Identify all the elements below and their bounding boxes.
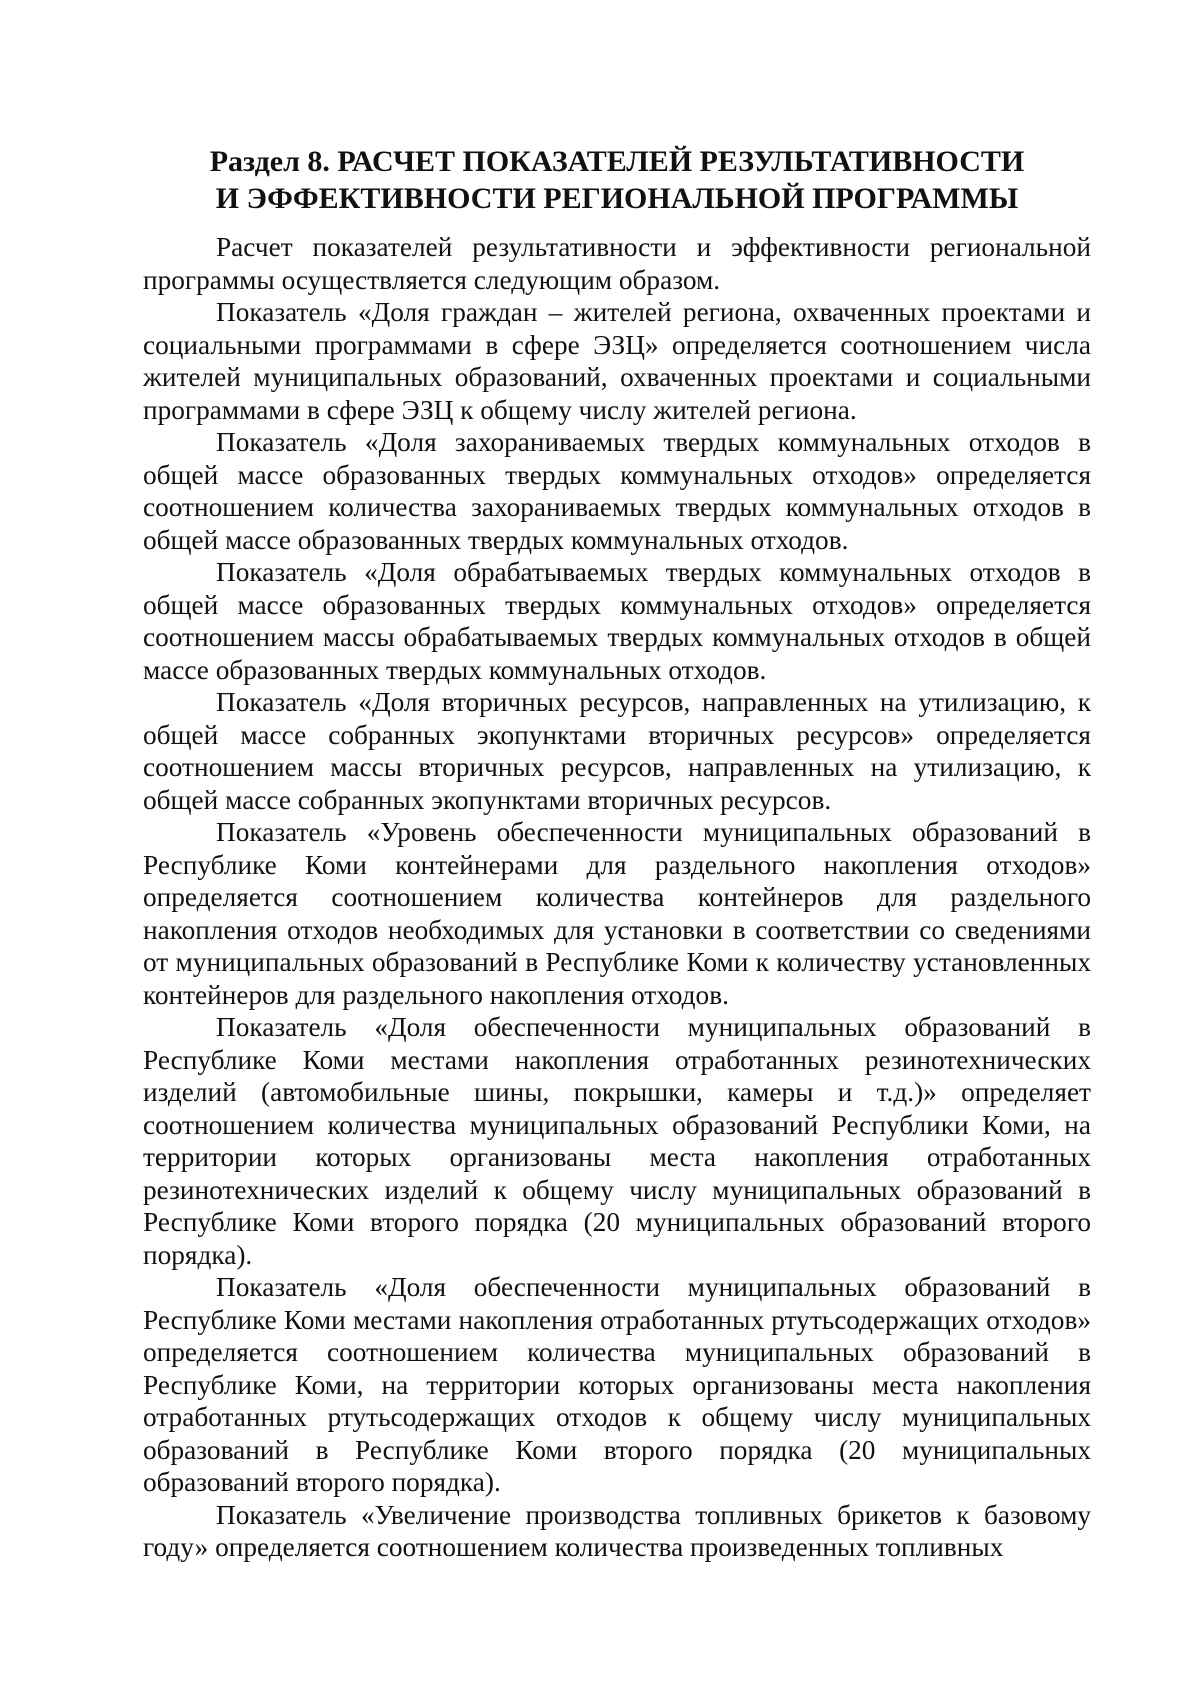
paragraph-fuel-briquettes: Показатель «Увеличение производства топливных брикетов к базовому году» определяется соотношением количества произведенных топливных <box>143 1499 1091 1562</box>
paragraph-processed-waste: Показатель «Доля обрабатываемых твердых коммунальных отходов в общей массе образованных твердых коммунальных отходов» определяется соотношением массы обрабатываемых твердых коммунальных отходов в общей массе образованных твердых коммунальных отходов. <box>143 557 1091 685</box>
paragraph-secondary-resources: Показатель «Доля вторичных ресурсов, направленных на утилизацию, к общей массе собранных экопунктами вторичных ресурсов» определяется соотношением массы вторичных ресурсов, направленных на утилизацию, к общей массе собранных экопунктами вторичных ресурсов. <box>143 687 1091 815</box>
paragraph-citizens-share: Показатель «Доля граждан – жителей региона, охваченных проектами и социальными программами в сфере ЭЗЦ» определяется соотношением числа жителей муниципальных образований, охваченных проектами и социальными программами в сфере ЭЗЦ к общему числу жителей региона. <box>143 297 1091 425</box>
document-body <box>143 231 1091 1564</box>
paragraph-rubber-products: Показатель «Доля обеспеченности муниципальных образований в Республике Коми местами накопления отработанных резинотехнических изделий (автомобильные шины, покрышки, камеры и т.д.)» определяет соотношением количества муниципальных образований Республики Коми, на территории которых организованы места накопления отработанных резинотехнических изделий к общему числу муниципальных образований в Республике Коми второго порядка (20 муниципальных образований второго порядка). <box>143 1012 1091 1270</box>
section-title-line-1: Раздел 8. РАСЧЕТ ПОКАЗАТЕЛЕЙ РЕЗУЛЬТАТИВНОСТИ <box>209 145 1025 178</box>
paragraph-intro: Расчет показателей результативности и эффективности региональной программы осуществляется следующим образом. <box>143 232 1091 295</box>
section-heading <box>143 143 1091 217</box>
paragraph-container-supply: Показатель «Уровень обеспеченности муниципальных образований в Республике Коми контейнерами для раздельного накопления отходов» определяется соотношением количества контейнеров для раздельного накопления отходов необходимых для установки в соответствии со сведениями от муниципальных образований в Республике Коми к количеству установленных контейнеров для раздельного накопления отходов. <box>143 817 1091 1010</box>
section-title-line-2: И ЭФФЕКТИВНОСТИ РЕГИОНАЛЬНОЙ ПРОГРАММЫ <box>215 182 1019 215</box>
paragraph-landfilled-waste: Показатель «Доля захораниваемых твердых коммунальных отходов в общей массе образованных твердых коммунальных отходов» определяется соотношением количества захораниваемых твердых коммунальных отходов в общей массе образованных твердых коммунальных отходов. <box>143 427 1091 555</box>
paragraph-mercury-waste: Показатель «Доля обеспеченности муниципальных образований в Республике Коми местами накопления отработанных ртутьсодержащих отходов» определяется соотношением количества муниципальных образований в Республике Коми, на территории которых организованы места накопления отработанных ртутьсодержащих отходов к общему числу муниципальных образований в Республике Коми второго порядка (20 муниципальных образований второго порядка). <box>143 1272 1091 1497</box>
